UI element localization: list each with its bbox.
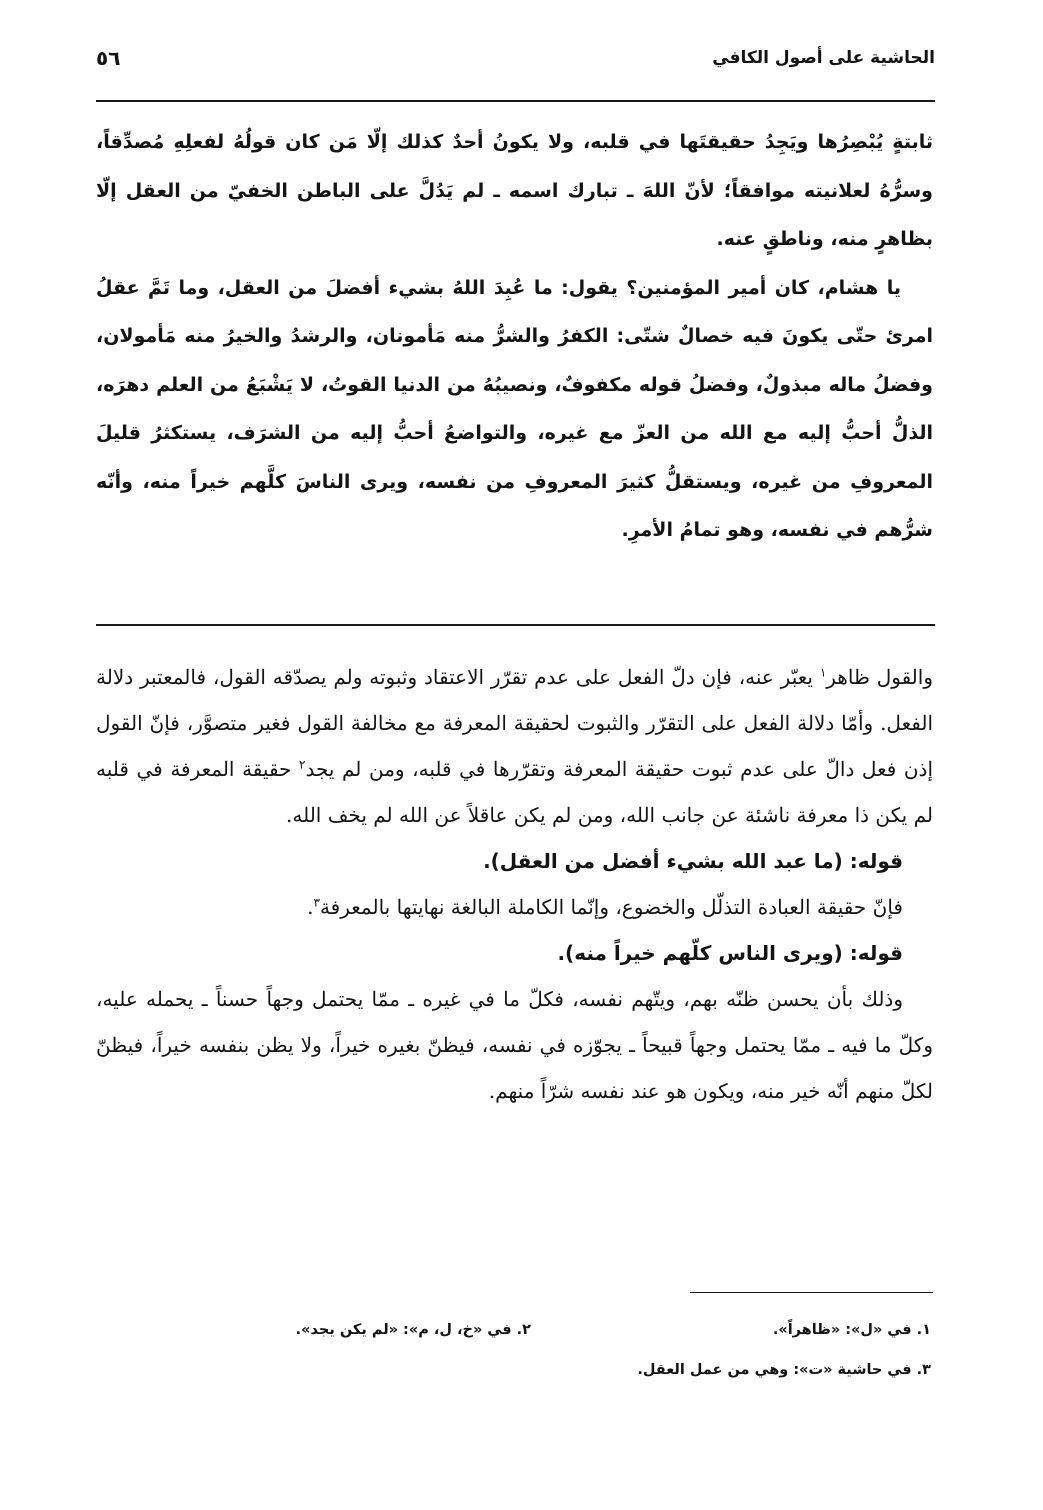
footnote-ref: ١ bbox=[819, 665, 827, 680]
footnote-3: ٣. في حاشية «ت»: وهي من عمل العقل. bbox=[637, 1362, 931, 1378]
commentary-text bbox=[96, 654, 933, 1114]
quote-heading: قوله: (ويرى الناس كلّهم خيراً منه). bbox=[557, 941, 903, 965]
page-number: ٥٦ bbox=[96, 46, 121, 70]
footnote-ref: ٣ bbox=[313, 895, 320, 910]
hadith-paragraph: يا هشام، كان أمير المؤمنين؟ يقول: ما عُبِدَ اللهُ بشيء أفضلَ من العقل، وما تَمَّ عقلُ امرئ حتّى يكونَ فيه خصالٌ شتّى: الكفرُ والشرُّ منه مَأمونان، والرشدُ والخيرُ منه مَأمولان، وفضلُ ماله مبذولٌ، وفضلُ قوله مكفوفٌ، ونصيبُهُ من الدنيا القوتُ، لا يَشْبَعُ من العلم دهرَه، الذلُّ أحبُّ إليه مع الله من العزّ مع غيره، والتواضعُ أحبُّ إليه من الشرَف، يستكثرُ قليلَ المعروفِ من غيره، ويستقلُّ كثيرَ المعروفِ من نفسه، ويرى الناسَ كلَّهم خيراً منه، وأنّه شرُّهم في نفسه، وهو تمامُ الأمرِ. bbox=[96, 276, 933, 541]
hadith-text bbox=[96, 118, 933, 555]
book-title: الحاشية على أصول الكافي bbox=[712, 48, 935, 68]
section-divider bbox=[96, 624, 935, 626]
hadith-paragraph: ثابتةٍ يُبْصِرُها ويَجِدُ حقيقتَها في قلبه، ولا يكونُ أحدٌ كذلك إلّا مَن كان قولُهُ لفعلِهِ مُصدِّقاً، وسرُّهُ لعلانيته موافقاً؛ لأنّ اللهَ ـ تبارك اسمه ـ لم يَدُلَّ على الباطن الخفيّ من العقل إلّا بظاهرٍ منه، وناطقٍ عنه. bbox=[96, 131, 933, 250]
footnote-2: ٢. في «خ، ل، م»: «لم يكن يجد». bbox=[295, 1322, 531, 1338]
header-rule bbox=[96, 100, 935, 102]
running-header bbox=[96, 40, 935, 100]
commentary-paragraph: وذلك بأن يحسن ظنّه بهم، ويتّهم نفسه، فكلّ ما في غيره ـ ممّا يحتمل وجهاً حسناً ـ يحمله عليه، وكلّ ما فيه ـ ممّا يحتمل وجهاً قبيحاً ـ يجوّزه في نفسه، فيظنّ بغيره خيراً، ولا يظن بنفسه خيراً، فيظنّ لكلّ منهم أنّه خير منه، ويكون هو عند نفسه شرّاً منهم. bbox=[96, 987, 933, 1103]
commentary-paragraph: والقول ظاهر$^١$ يعبّر عنه، فإن دلّ الفعل على عدم تقرّر الاعتقاد وثبوته ولم يصدّقه القول، فالمعتبر دلالة الفعل. وأمّا دلالة الفعل على التقرّر والثبوت لحقيقة المعرفة مع مخالفة القول فغير متصوَّر، فإنّ القول إذن فعل دالّ على عدم ثبوت حقيقة المعرفة وتقرّرها في قلبه، ومن لم يجد$^٢$ حقيقة المعرفة في قلبه لم يكن ذا معرفة ناشئة عن جانب الله، ومن لم يكن عاقلاً عن الله لم يخف الله. bbox=[96, 665, 933, 827]
commentary-paragraph: فإنّ حقيقة العبادة التذلّل والخضوع، وإنّما الكاملة البالغة نهايتها بالمعرفة$^٣$. bbox=[307, 895, 903, 919]
footnote-rule bbox=[690, 1292, 933, 1293]
footnote-ref: ٢ bbox=[299, 757, 306, 772]
quote-heading: قوله: (ما عبد الله بشيء أفضل من العقل). bbox=[483, 849, 903, 873]
footnote-1: ١. في «ل»: «ظاهراً». bbox=[772, 1322, 931, 1338]
